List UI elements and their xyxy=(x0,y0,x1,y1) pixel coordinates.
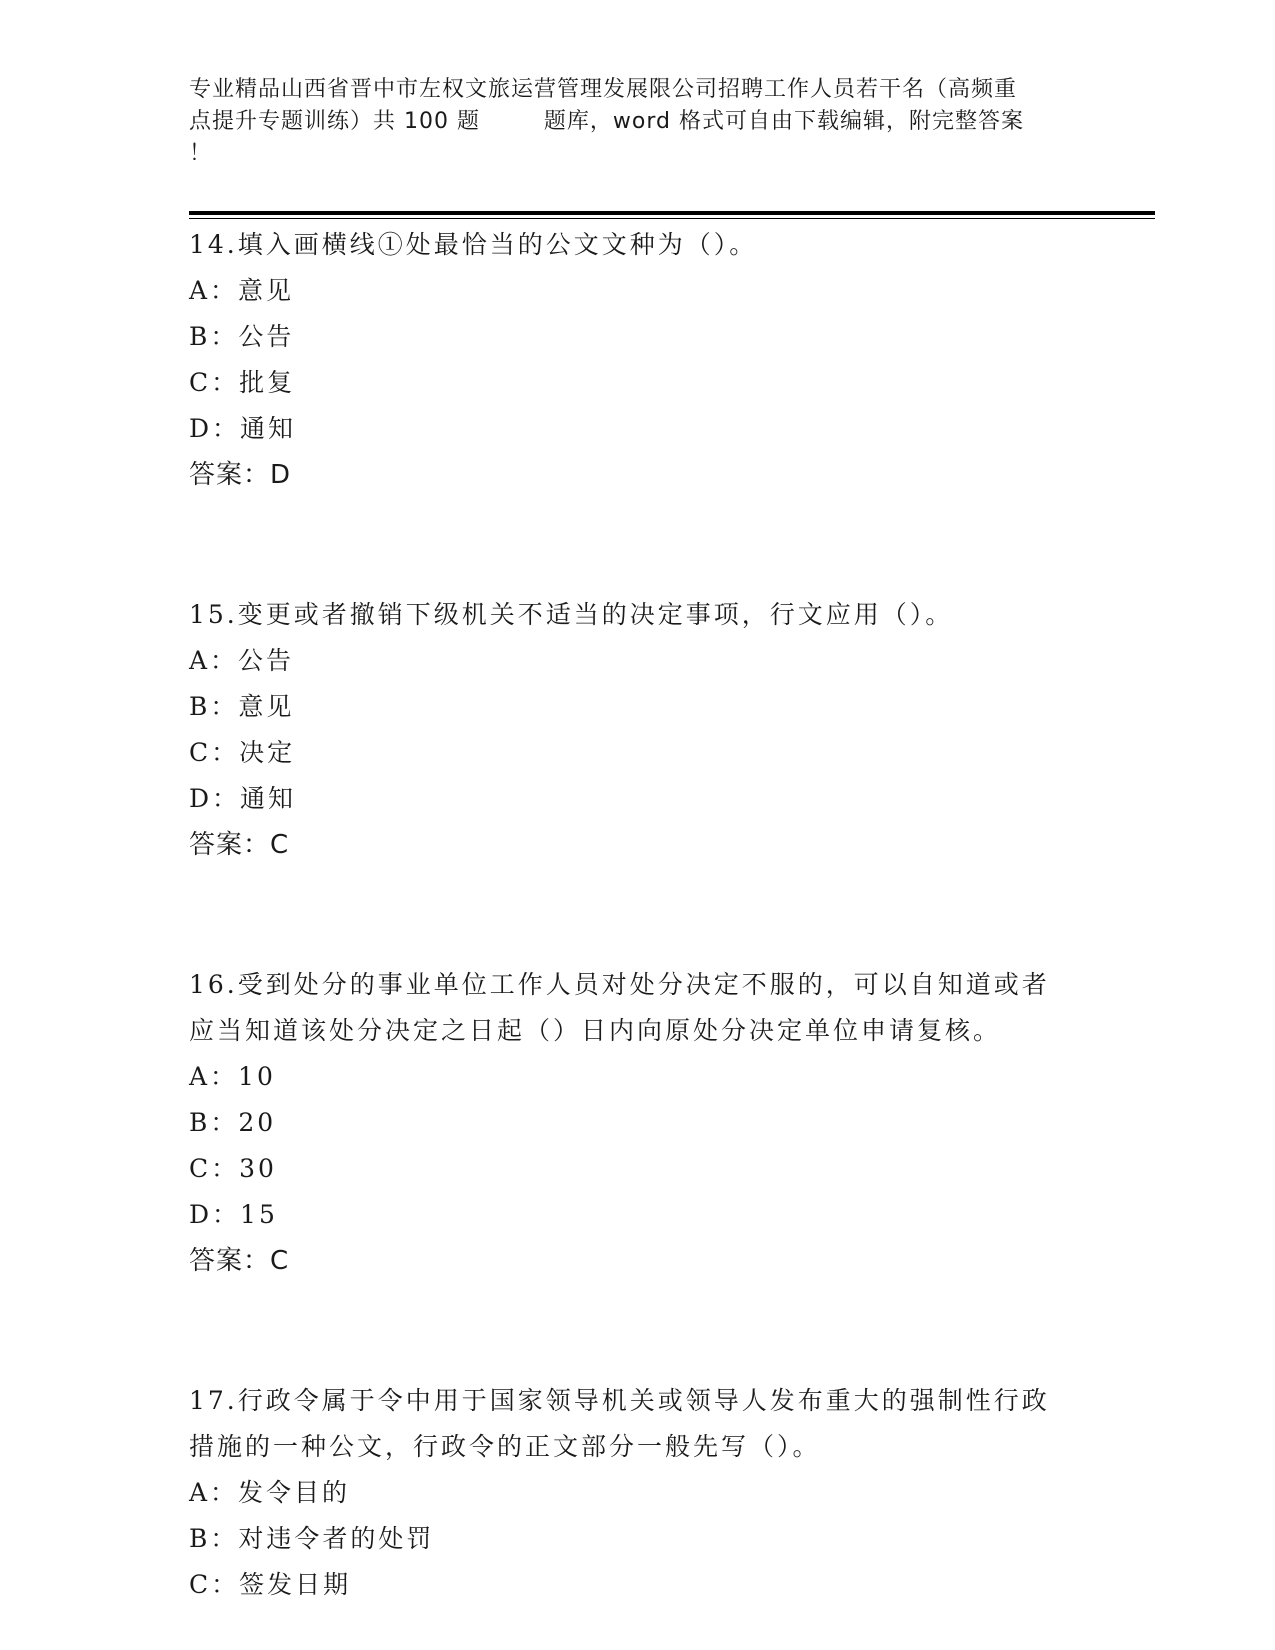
header-line-3: ！ xyxy=(189,141,213,166)
stem-line: 17.行政令属于令中用于国家领导机关或领导人发布重大的强制性行政 xyxy=(189,1386,1050,1415)
option-a: A：意见 xyxy=(189,276,295,305)
stem-line: 措施的一种公文，行政令的正文部分一般先写（）。 xyxy=(189,1432,821,1461)
header-line-1: 专业精品山西省晋中市左权文旅运营管理发展限公司招聘工作人员若干名（高频重 xyxy=(189,77,1018,102)
option-b: B：意见 xyxy=(189,692,295,721)
question-17 xyxy=(189,1376,1089,1608)
option-b: B：公告 xyxy=(189,322,295,351)
stem-line: 15.变更或者撤销下级机关不适当的决定事项，行文应用（）。 xyxy=(189,600,954,629)
header-divider-thin xyxy=(189,218,1155,219)
option-d: D：通知 xyxy=(189,784,297,813)
question-stem xyxy=(189,590,1089,638)
header-divider-thick xyxy=(189,211,1155,215)
option-b: B：20 xyxy=(189,1108,277,1137)
option-c: C：批复 xyxy=(189,368,296,397)
answer-line: 答案：C xyxy=(189,1246,290,1276)
option-c: C：签发日期 xyxy=(189,1570,352,1599)
option-d: D：15 xyxy=(189,1200,278,1229)
question-14 xyxy=(189,220,1089,498)
question-15 xyxy=(189,590,1089,868)
answer-line: 答案：D xyxy=(189,460,292,490)
document-header xyxy=(189,74,1089,170)
option-a: A：公告 xyxy=(189,646,295,675)
option-d: D：通知 xyxy=(189,414,297,443)
stem-line: 应当知道该处分决定之日起（）日内向原处分决定单位申请复核。 xyxy=(189,1016,1002,1045)
question-stem xyxy=(189,220,1089,268)
answer-line: 答案：C xyxy=(189,830,290,860)
header-line-2: 点提升专题训练）共 100 题 题库，word 格式可自由下载编辑，附完整答案 xyxy=(189,109,1024,134)
stem-line: 16.受到处分的事业单位工作人员对处分决定不服的，可以自知道或者 xyxy=(189,970,1050,999)
option-c: C：30 xyxy=(189,1154,277,1183)
stem-line: 14.填入画横线①处最恰当的公文文种为（）。 xyxy=(189,230,758,259)
option-b: B：对违令者的处罚 xyxy=(189,1524,435,1553)
option-a: A：发令目的 xyxy=(189,1478,351,1507)
question-stem xyxy=(189,1376,1089,1470)
question-list xyxy=(189,220,1089,1608)
question-16 xyxy=(189,960,1089,1284)
question-stem xyxy=(189,960,1089,1054)
option-a: A：10 xyxy=(189,1062,276,1091)
option-c: C：决定 xyxy=(189,738,296,767)
